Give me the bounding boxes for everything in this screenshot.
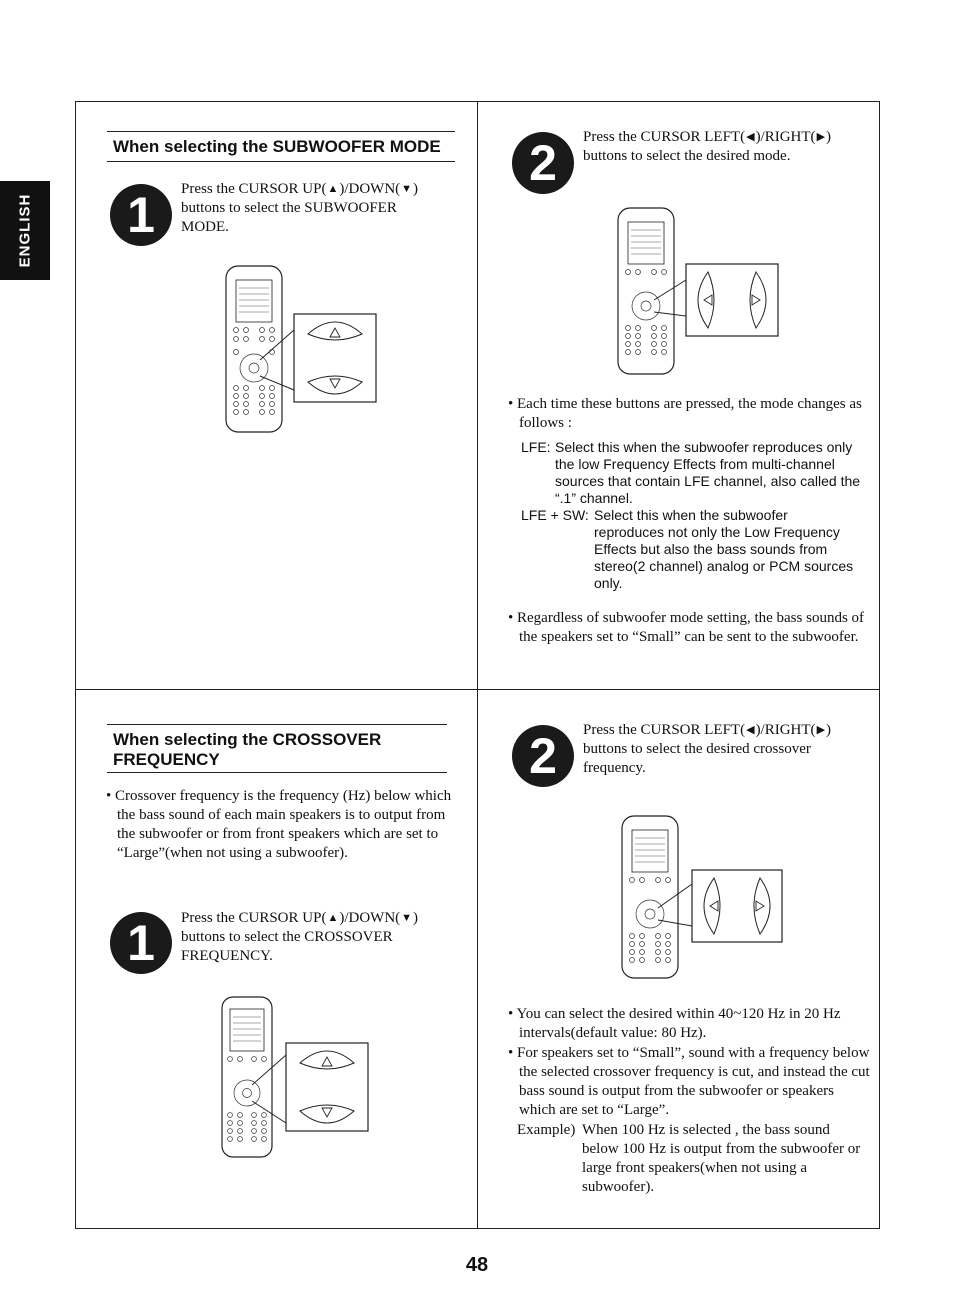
lfe-label: LFE: [521, 439, 551, 455]
triangle-left-icon: ◀ [746, 131, 755, 143]
subwoofer-regardless-note: • Regardless of subwoofer mode setting, the bass sounds of the speakers set to “Small” can be sent to the subwoofer. [508, 610, 865, 645]
triangle-up-icon: ▲ [327, 912, 339, 924]
subwoofer-mode-heading: When selecting the SUBWOOFER MODE [107, 131, 455, 162]
remote-control-illustration [620, 814, 786, 982]
crossover-step2-text: Press the CURSOR LEFT(◀)/RIGHT(▶) buttons to select the desired crossover frequency. [583, 722, 832, 776]
triangle-right-icon: ▶ [816, 724, 826, 736]
example-label: Example) [517, 1122, 576, 1138]
step-2-badge: 2 [512, 132, 574, 194]
triangle-down-icon: ▼ [401, 183, 413, 195]
lfe-sw-label: LFE + SW: [521, 507, 589, 523]
crossover-intro: • Crossover frequency is the frequency (Hz) below which the bass sound of each main speakers is to output from the subwoofer or from front speakers which are set to “Large”(when not using a subwoofer). [106, 788, 452, 861]
remote-control-illustration [224, 264, 380, 436]
example-text: When 100 Hz is selected , the bass sound below 100 Hz is output from the subwoofer or large front speakers(when not using a subwoofer). [582, 1122, 861, 1195]
triangle-left-icon: ◀ [746, 724, 755, 736]
remote-control-illustration [616, 206, 782, 378]
crossover-step1-text: Press the CURSOR UP(▲)/DOWN(▼) buttons to select the CROSSOVER FREQUENCY. [181, 910, 419, 964]
lfe-text: Select this when the subwoofer reproduces only the low Frequency Effects from multi-channel sources that contain LFE channel, also called the “.1” channel. [555, 439, 861, 506]
row-divider [75, 689, 880, 690]
step-1-badge: 1 [110, 184, 172, 246]
column-divider [477, 101, 478, 1228]
remote-control-illustration [220, 995, 372, 1161]
triangle-down-icon: ▼ [401, 912, 413, 924]
step-2-badge: 2 [512, 725, 574, 787]
subwoofer-step1-text: Press the CURSOR UP(▲)/DOWN(▼) buttons to select the SUBWOOFER MODE. [181, 181, 419, 235]
step-1-badge: 1 [110, 912, 172, 974]
crossover-example [517, 1121, 862, 1197]
language-tab [0, 181, 50, 280]
crossover-range-note: • You can select the desired within 40~120 Hz in 20 Hz intervals(default value: 80 Hz). [508, 1006, 841, 1041]
mode-change-note: • Each time these buttons are pressed, the mode changes as follows : [508, 396, 862, 431]
page-number: 48 [465, 1254, 489, 1276]
triangle-right-icon: ▶ [816, 131, 826, 143]
lfe-sw-text: Select this when the subwoofer reproduces not only the Low Frequency Effects but also the bass sounds from stereo(2 channel) analog or PCM sources only. [594, 507, 854, 591]
crossover-small-note: • For speakers set to “Small”, sound with a frequency below the selected crossover frequency is cut, and instead the cut bass sound is output from the subwoofer or speakers which are set to “Large”. [508, 1045, 870, 1118]
crossover-heading: When selecting the CROSSOVER FREQUENCY [107, 724, 447, 773]
lfe-description [521, 439, 861, 507]
subwoofer-step2-text: Press the CURSOR LEFT(◀)/RIGHT(▶) buttons to select the desired mode. [583, 129, 832, 164]
language-tab-label: ENGLISH [16, 193, 34, 268]
triangle-up-icon: ▲ [327, 183, 339, 195]
lfe-sw-description [521, 507, 861, 592]
